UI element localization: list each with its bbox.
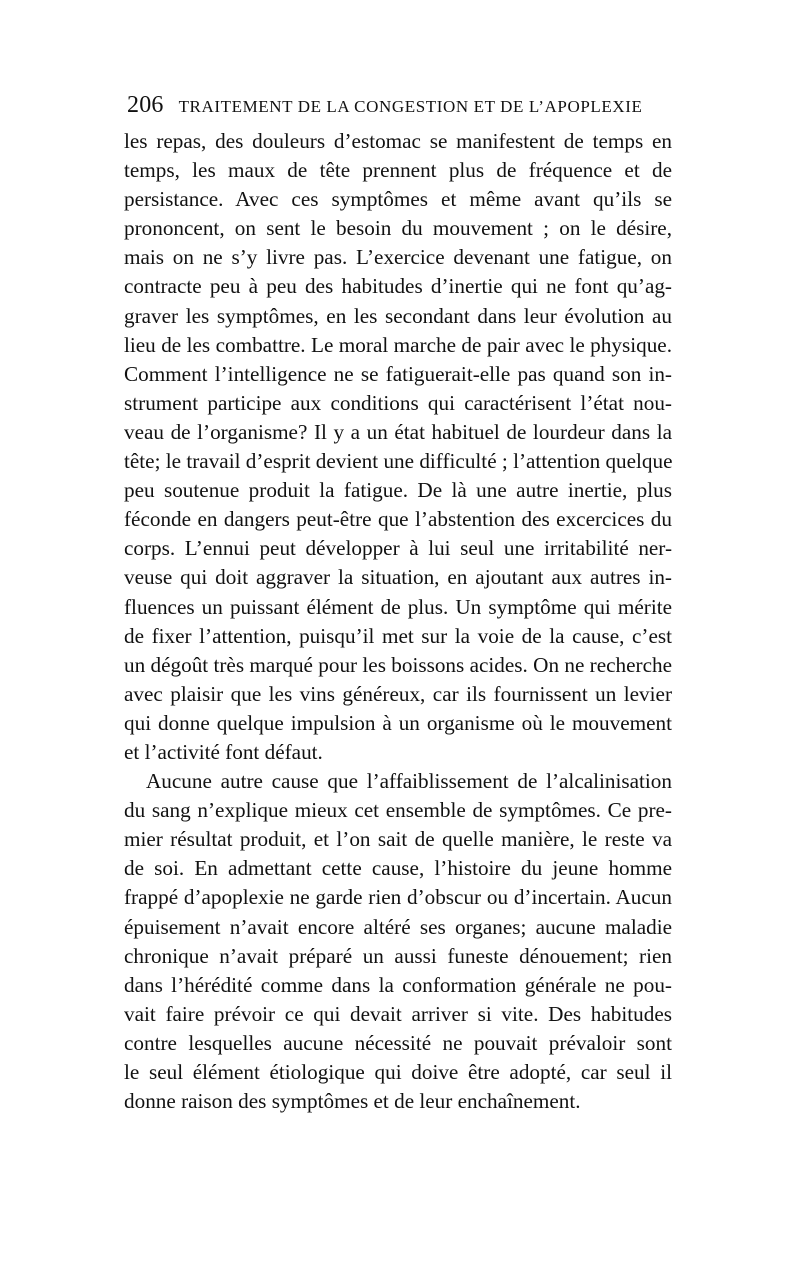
text-line: un dégoût très marqué pour les boissons acides. On ne recherche: [124, 652, 672, 677]
text-line: temps, les maux de tête prennent plus de fréquence et de: [124, 158, 672, 183]
text-line: féconde en dangers peut-être que l’abstention des excercices du: [124, 507, 672, 532]
text-line: chronique n’avait préparé un aussi funeste dénouement; rien: [124, 943, 672, 968]
text-line: de soi. En admettant cette cause, l’histoire du jeune homme: [124, 856, 672, 881]
text-line: les repas, des douleurs d’estomac se manifestent de temps en: [124, 129, 672, 153]
text-line: de fixer l’attention, puisqu’il met sur la voie de la cause, c’est: [124, 623, 672, 648]
text-line: donne raison des symptômes et de leur enchaînement.: [124, 1089, 581, 1114]
page-number: 206: [127, 92, 164, 118]
text-line: contre lesquelles aucune nécessité ne pouvait prévaloir sont: [124, 1030, 672, 1055]
text-line: avec plaisir que les vins généreux, car ils fournissent un levier: [124, 681, 672, 706]
text-line: le seul élément étiologique qui doive être adopté, car seul il: [124, 1060, 672, 1084]
body-text: [124, 127, 672, 1116]
running-header: [127, 92, 687, 119]
text-line: Comment l’intelligence ne se fatiguerait-elle pas quand son in-: [124, 361, 672, 386]
text-line: qui donne quelque impulsion à un organisme où le mouvement: [124, 710, 672, 735]
text-line: contracte peu à peu des habitudes d’inertie qui ne font qu’ag-: [124, 274, 672, 299]
text-line: tête; le travail d’esprit devient une difficulté ; l’attention quelque: [124, 449, 673, 474]
text-line: fluences un puissant élément de plus. Un symptôme qui mérite: [124, 594, 672, 619]
paragraph-2: [124, 767, 672, 1116]
text-line: veuse qui doit aggraver la situation, en ajoutant aux autres in-: [124, 565, 672, 590]
running-title: TRAITEMENT DE LA CONGESTION ET DE L’APOPLEXIE: [178, 97, 643, 116]
text-line: du sang n’explique mieux cet ensemble de symptômes. Ce pre-: [124, 798, 672, 823]
text-line: vait faire prévoir ce qui devait arriver si vite. Des habitudes: [124, 1001, 672, 1026]
text-line: corps. L’ennui peut développer à lui seul une irritabilité ner-: [124, 536, 672, 561]
text-line: strument participe aux conditions qui caractérisent l’état nou-: [124, 390, 672, 415]
text-line: veau de l’organisme? Il y a un état habituel de lourdeur dans la: [124, 419, 672, 444]
text-line: graver les symptômes, en les secondant dans leur évolution au: [124, 303, 672, 328]
paragraph-1: [124, 127, 672, 767]
text-line: mier résultat produit, et l’on sait de quelle manière, le reste va: [124, 827, 672, 852]
text-line: Aucune autre cause que l’affaiblissement de l’alcalinisation: [146, 769, 672, 794]
text-line: dans l’hérédité comme dans la conformation générale ne pou-: [124, 972, 672, 997]
text-line: prononcent, on sent le besoin du mouvement ; on le désire,: [124, 216, 672, 241]
text-line: épuisement n’avait encore altéré ses organes; aucune maladie: [124, 914, 672, 939]
text-line: lieu de les combattre. Le moral marche de pair avec le physique.: [124, 332, 672, 357]
text-line: persistance. Avec ces symptômes et même avant qu’ils se: [124, 187, 672, 212]
text-line: frappé d’apoplexie ne garde rien d’obscur ou d’incertain. Aucun: [124, 885, 672, 910]
text-line: mais on ne s’y livre pas. L’exercice devenant une fatigue, on: [124, 245, 672, 270]
text-line: et l’activité font défaut.: [124, 739, 323, 764]
text-line: peu soutenue produit la fatigue. De là une autre inertie, plus: [124, 478, 672, 503]
